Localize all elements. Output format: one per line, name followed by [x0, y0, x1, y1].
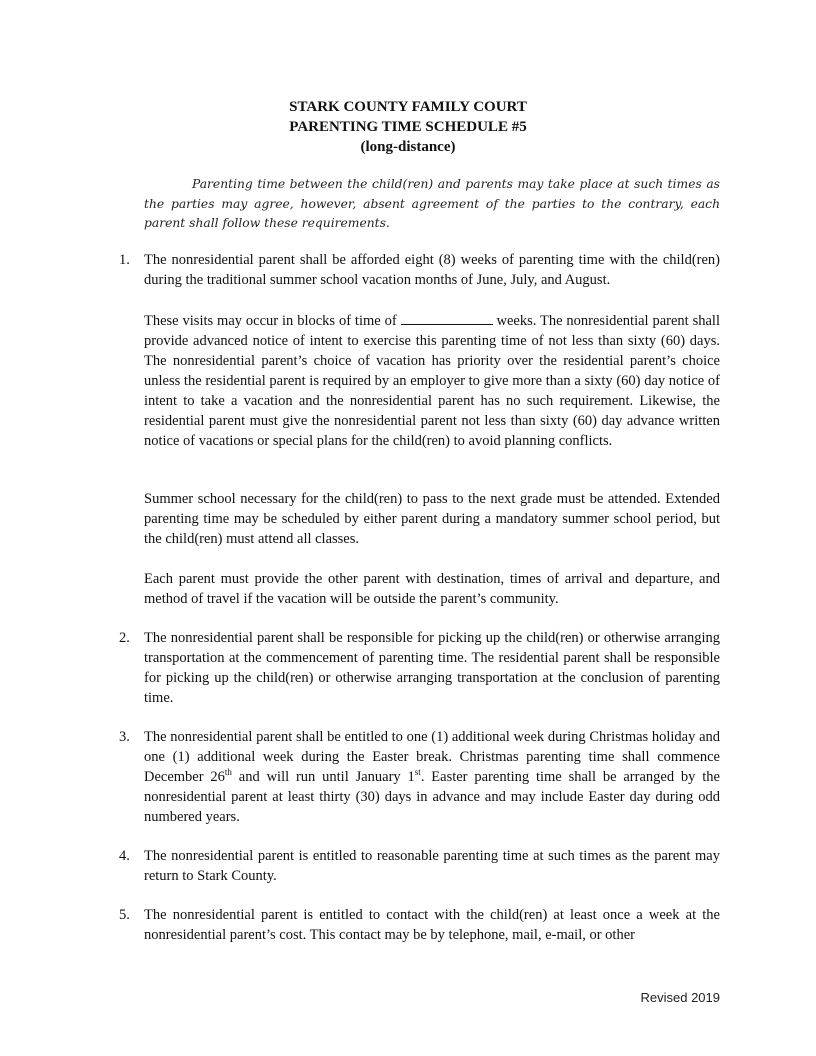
schedule-subtitle: (long-distance): [360, 139, 456, 155]
summer-school-paragraph: [144, 489, 720, 549]
item-number: 2.: [119, 630, 130, 646]
item-number: 3.: [119, 729, 130, 745]
list-item-3: [119, 727, 720, 827]
document-header: [0, 97, 816, 157]
travel-info-paragraph: [144, 569, 720, 609]
item-number: 5.: [119, 907, 130, 923]
intro-text: Parenting time between the child(ren) and parents may take place at such times as the parties may agree, however, absent agreement of the parties to the contrary, each parent shall follow these requirements.: [144, 177, 720, 230]
item-text-b: and will run until January 1: [231, 769, 415, 785]
list-item-1: [119, 250, 720, 290]
schedule-title: PARENTING TIME SCHEDULE #5: [289, 119, 527, 135]
item-number: 1.: [119, 252, 130, 268]
revision-footer: Revised 2019: [640, 990, 720, 1005]
item-text-a: The nonresidential parent shall be entitled to one (1) additional week during Christmas holiday and one (1) additional week during the Easter break. Christmas parenting time shall commence December 26: [144, 729, 720, 785]
item-text-c: . Easter parenting time shall be arranged by the nonresidential parent at least thirty (30) days in advance and may include Easter day during odd numbered years.: [144, 769, 720, 825]
weeks-blank-field[interactable]: [401, 310, 493, 325]
visit-blocks-paragraph: [144, 310, 720, 451]
item-text: The nonresidential parent is entitled to contact with the child(ren) at least once a week at the nonresidential parent’s cost. This contact may be by telephone, mail, e-mail, or other: [144, 907, 720, 943]
ordinal-suffix: th: [224, 767, 232, 778]
ordinal-suffix: st: [414, 767, 421, 778]
paragraph-text-rest: weeks. The nonresidential parent shall provide advanced notice of intent to exercise this parenting time of not less than sixty (60) days. The nonresidential parent’s choice of vacation has priority over the residential parent’s choice unless the residential parent is required by an employer to give more than a sixty (60) day notice of intent to take a vacation and the nonresidential parent has no such requirement. Likewise, the residential parent must give the nonresidential parent not less than sixty (60) day advance written notice of vacations or special plans for the child(ren) to avoid planning conflicts.: [144, 313, 720, 449]
list-item-4: [119, 846, 720, 886]
court-title: STARK COUNTY FAMILY COURT: [289, 99, 527, 115]
list-item-2: [119, 628, 720, 708]
paragraph-text: Summer school necessary for the child(ren) to pass to the next grade must be attended. Extended parenting time may be scheduled by either parent during a mandatory summer school period, but the child(ren) must attend all classes.: [144, 491, 720, 547]
item-text: The nonresidential parent shall be responsible for picking up the child(ren) or otherwise arranging transportation at the commencement of parenting time. The residential parent shall be responsible for picking up the child(ren) or otherwise arranging transportation at the conclusion of parenting time.: [144, 630, 720, 706]
paragraph-text-start: These visits may occur in blocks of time of: [144, 313, 401, 329]
item-text: The nonresidential parent is entitled to reasonable parenting time at such times as the parent may return to Stark County.: [144, 848, 720, 884]
intro-paragraph: [144, 175, 720, 234]
item-text: The nonresidential parent shall be afforded eight (8) weeks of parenting time with the child(ren) during the traditional summer school vacation months of June, July, and August.: [144, 252, 720, 288]
paragraph-text: Each parent must provide the other parent with destination, times of arrival and departure, and method of travel if the vacation will be outside the parent’s community.: [144, 571, 720, 607]
list-item-5: [119, 905, 720, 945]
item-number: 4.: [119, 848, 130, 864]
